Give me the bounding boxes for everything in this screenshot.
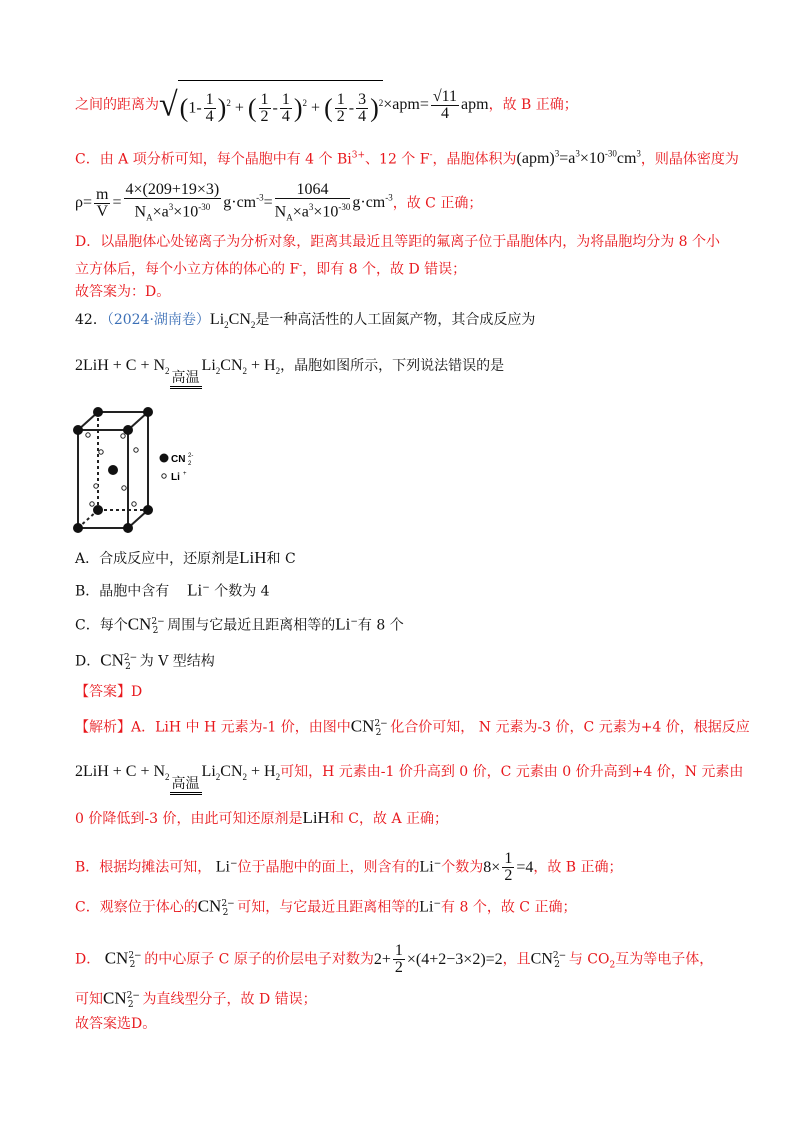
answer-line: 故答案为：D。 (75, 284, 171, 300)
option-d-analysis-line1: D．以晶胞体心处铋离子为分析对象，距离其最近且等距的氟离子位于晶胞体内，为将晶胞均分为 8 个小 (75, 234, 721, 250)
answer-label: 【答案】D (75, 684, 143, 700)
analysis-c: C．观察位于体心的$CN^{2-}_2$ 可知，与它最近且距离相等的Li−有 8 个，故 C 正确； (75, 896, 577, 919)
analysis-a-line3: 0 价降低到-3 价，由此可知还原剂是LiH和 C，故 A 正确； (75, 808, 449, 827)
crystal-cell-figure (68, 400, 228, 540)
final-answer: 故答案选D。 (75, 1016, 157, 1032)
option-a[interactable]: A．合成反应中，还原剂是LiH和 C (75, 548, 296, 567)
analysis-b: B．根据均摊法可知， Li−位于晶胞中的面上，则含有的Li−个数为8× $\frac{1}{2}$ =4，故 B 正确； (75, 850, 623, 885)
option-b[interactable]: B．晶胞中含有 Li− 个数为 4 (75, 580, 270, 600)
analysis-a-line2: $2LiH + C + N_2$ 高温 $Li_2CN_2 + H_2$可知，H 元素由-1 价升高到 0 价，C 元素由 0 价升高到+4 价，N 元素由 (75, 754, 740, 790)
option-c-analysis-line1: C．由 A 项分析可知，每个晶胞中有 4 个 $Bi^{3+}$、12 个 F-，晶胞体积为$(apm)^3=a^3\times 10^{-30}cm^3$，则晶体密度为 (75, 149, 739, 168)
option-d-analysis-line2: 立方体后，每个小立方体的体心的 F-，即有 8 个，故 D 错误； (75, 261, 467, 278)
text: 之间的距离为 (75, 97, 159, 113)
option-d[interactable]: D．$CN^{2-}_2$ 为 V 型结构 (75, 650, 215, 673)
svg-text:2-: 2- (188, 453, 194, 459)
analysis-a-line1: 【解析】A．LiH 中 H 元素为-1 价，由图中$CN^{2-}_2$ 化合价可知， N 元素为-3 价，C 元素为+4 价，根据反应 (75, 716, 750, 739)
text: ，故 B 正确； (488, 97, 578, 113)
svg-text:2: 2 (188, 461, 192, 467)
density-formula: ρ= $\frac{m}{V}$ = $\frac{4\times(209+19\times 3)}{N_A\times a^3\times 10^{-30}}$ $g\cdot cm^{-3}=$ $\frac{1064}{N_A\times a^3\times 10^{-30}}$ $g\cdot cm^{-3}$，故 C 正确； (75, 180, 483, 223)
sqrt-expression: √(1- $\frac{1}{4}$ )$^2$ + ( $\frac{1}{2}$ - $\frac{1}{4}$ )$^2$ + ( $\frac{1}{2}$ - $\frac{3}{4}$ )$^2$×apm= $\frac{√11}{4}$ apm (159, 96, 489, 113)
reaction-equation: $2LiH + C + N_2$ 高温 $Li_2CN_2 + H_2$，晶胞如图所示，下列说法错误的是 (75, 348, 740, 384)
svg-text:+: + (183, 471, 187, 477)
svg-text:CN: CN (171, 454, 186, 465)
question-42-stem: 42．（2024·湖南卷）$Li_2CN_2$是一种高活性的人工固氮产物，其合成反应为 (75, 311, 536, 331)
analysis-d-line2: 可知$CN^{2-}_2$ 为直线型分子，故 D 错误； (75, 988, 317, 1011)
svg-text:Li: Li (171, 472, 180, 483)
distance-line (75, 80, 740, 124)
analysis-d-line1: D． $CN^{2-}_2$ 的中心原子 C 原子的价层电子对数为2+ $\frac{1}{2}$ ×(4+2−3×2)=2，且$CN^{2-}_2$ 与 $CO_2$互为等电子体， (75, 942, 714, 977)
option-c[interactable]: C．每个$CN^{2-}_2$ 周围与它最近且距离相等的Li−有 8 个 (75, 614, 404, 637)
